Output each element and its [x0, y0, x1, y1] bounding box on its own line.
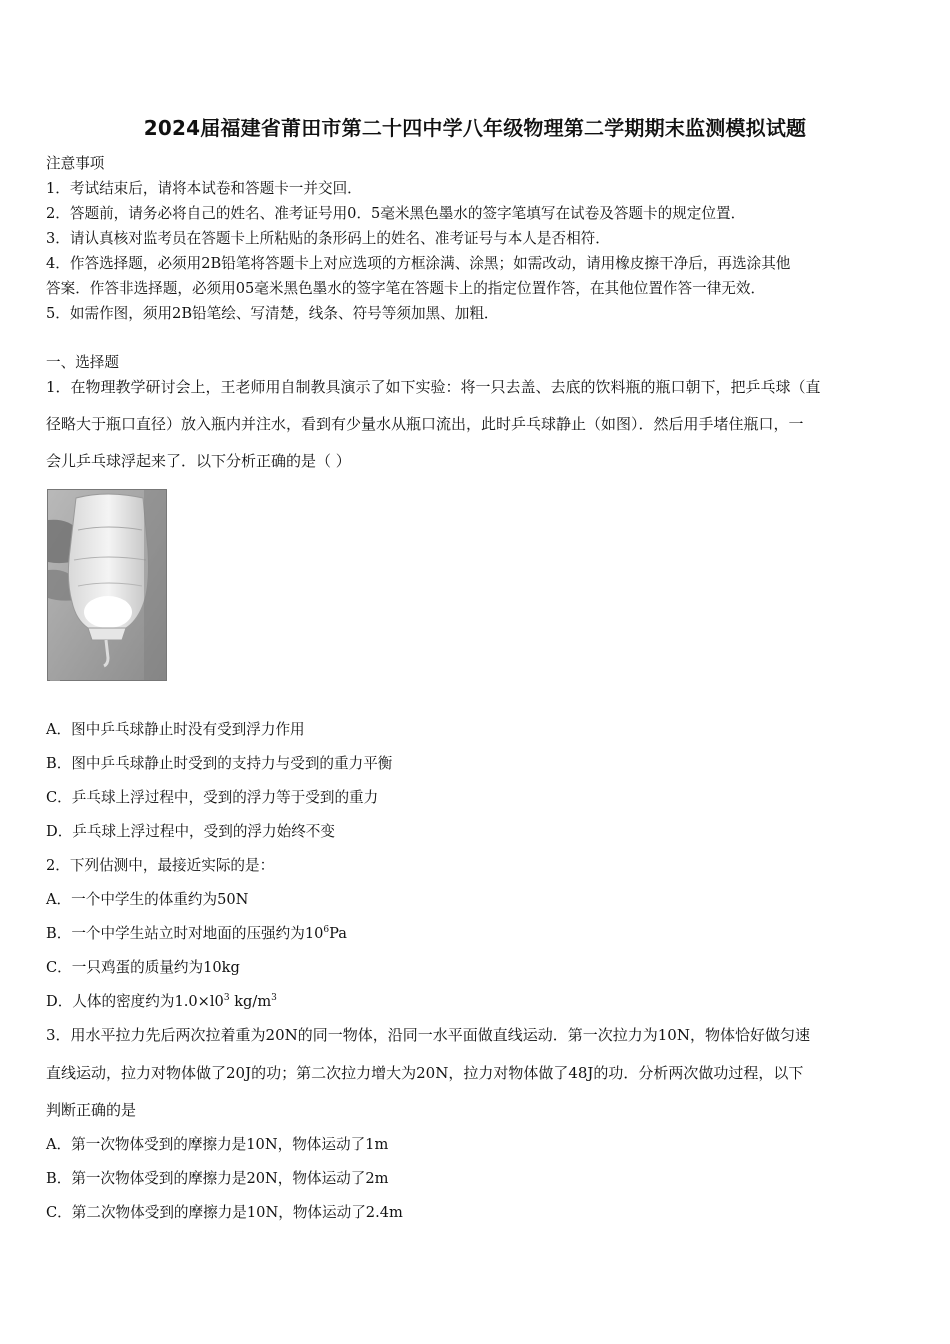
- question-1-stem: 会儿乒乓球浮起来了．以下分析正确的是（ ）: [46, 452, 351, 470]
- question-3-option-a: A．第一次物体受到的摩擦力是10N，物体运动了1m: [46, 1136, 389, 1153]
- notice-item: 4．作答选择题，必须用2B铅笔将答题卡上对应选项的方框涂满、涂黑；如需改动，请用橡皮擦干净后，再选涂其他: [46, 255, 791, 272]
- page-title: 2024届福建省莆田市第二十四中学八年级物理第二学期期末监测模拟试题: [143, 116, 807, 140]
- question-3-option-b: B．第一次物体受到的摩擦力是20N，物体运动了2m: [46, 1170, 389, 1187]
- notice-item: 5．如需作图，须用2B铅笔绘、写清楚，线条、符号等须加黑、加粗．: [46, 305, 499, 322]
- question-1-option-c: C．乒乓球上浮过程中，受到的浮力等于受到的重力: [46, 789, 379, 806]
- question-1-option-a: A．图中乒乓球静止时没有受到浮力作用: [46, 721, 305, 738]
- question-1-stem: 1．在物理教学研讨会上，王老师用自制教具演示了如下实验：将一只去盖、去底的饮料瓶的瓶口朝下，把乒乓球（直: [46, 378, 821, 396]
- question-2-stem: 2．下列估测中，最接近实际的是：: [46, 857, 275, 874]
- question-3-stem: 判断正确的是: [46, 1101, 137, 1119]
- question-2-option-d: D．人体的密度约为$1.0\times l0^3$ $kg/m^3$: [46, 993, 277, 1010]
- question-3-stem: 3．用水平拉力先后两次拉着重为20N的同一物体，沿同一水平面做直线运动．第一次拉力为10N，物体恰好做匀速: [46, 1026, 810, 1044]
- notice-item: 答案．作答非选择题，必须用05毫米黑色墨水的签字笔在答题卡上的指定位置作答，在其他位置作答一律无效．: [46, 280, 766, 297]
- question-1-option-b: B．图中乒乓球静止时受到的支持力与受到的重力平衡: [46, 755, 393, 772]
- question-1-option-d: D．乒乓球上浮过程中，受到的浮力始终不变: [46, 823, 335, 840]
- question-3-stem: 直线运动，拉力对物体做了20J的功；第二次拉力增大为20N，拉力对物体做了48J的功．分析两次做功过程，以下: [46, 1064, 804, 1082]
- notice-item: 3．请认真核对监考员在答题卡上所粘贴的条形码上的姓名、准考证号与本人是否相符．: [46, 230, 610, 247]
- notice-item: 2．答题前，请务必将自己的姓名、准考证号用0．5毫米黑色墨水的签字笔填写在试卷及答题卡的规定位置．: [46, 205, 746, 222]
- notice-item: 1．考试结束后，请将本试卷和答题卡一并交回．: [46, 180, 362, 197]
- question-2-option-b: B．一个中学生站立时对地面的压强约为$10^6Pa$: [46, 925, 347, 942]
- question-2-option-c: C．一只鸡蛋的质量约为10kg: [46, 959, 240, 976]
- bottle-illustration: [48, 490, 166, 680]
- figure-caption-mark: [50, 680, 60, 684]
- bottle-ping-pong-figure: [47, 489, 167, 681]
- question-2-option-a: A．一个中学生的体重约为50N: [46, 891, 249, 908]
- question-1-stem: 径略大于瓶口直径）放入瓶内并注水，看到有少量水从瓶口流出，此时乒乓球静止（如图）．然后用手堵住瓶口，一: [46, 415, 804, 433]
- question-3-option-c: C．第二次物体受到的摩擦力是10N，物体运动了2.4m: [46, 1204, 403, 1221]
- section-heading: 一、选择题: [46, 354, 119, 371]
- notice-heading: 注意事项: [46, 155, 105, 172]
